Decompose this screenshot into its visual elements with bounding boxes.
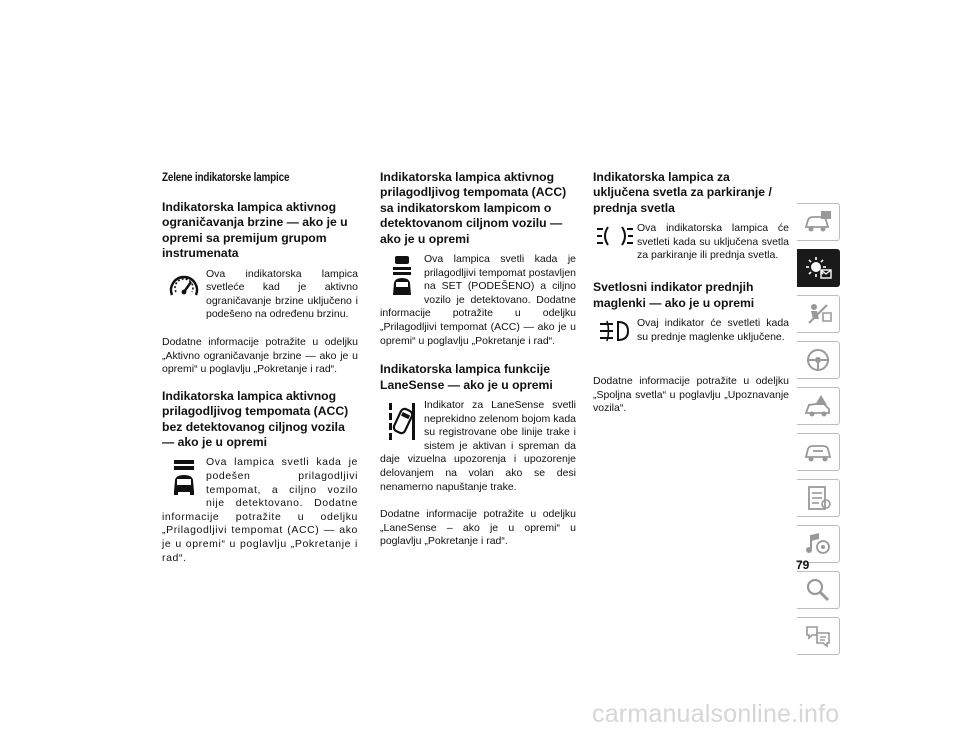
parking-lights-indicator bbox=[593, 222, 789, 274]
acc-target-heading: Indikatorska lampica aktivnog prilagodljivog tempomata (ACC) sa indikatorskom lampicom o detektovanom ciljnom vozilu — ako je u opremi bbox=[380, 170, 567, 246]
acc-no-target-icon bbox=[162, 458, 206, 508]
airbag-safety-icon bbox=[803, 301, 833, 327]
steering-wheel-icon bbox=[803, 347, 833, 373]
front-fog-light-icon bbox=[593, 319, 637, 369]
acc-no-target-heading: Indikatorska lampica aktivnog prilagodljivog tempomata (ACC) bez detektovanog ciljnog vozila — ako je u opremi bbox=[162, 388, 349, 449]
search-index-icon bbox=[803, 577, 833, 603]
speed-limiter-indicator bbox=[162, 268, 358, 330]
fog-light-description: Ovaj indikator će svetleti kada su prednje maglenke uključene. bbox=[637, 317, 789, 343]
page-number: 79 bbox=[796, 558, 810, 572]
speed-limiter-description: Ova indikatorska lampica svetleće kad je aktivno ograničavanje brzine uključeno i podešeno na određenu brzinu. bbox=[206, 267, 358, 321]
chapter-tabs bbox=[797, 203, 841, 663]
car-info-icon bbox=[803, 209, 833, 235]
speed-limiter-reference: Dodatne informacije potražite u odeljku „Aktivno ograničavanje brzine — ako je u opremi“ u poglavlju „Pokretanje i rad“. bbox=[162, 336, 358, 376]
lanesense-reference: Dodatne informacije potražite u odeljku „LaneSense – ako je u opremi“ u poglavlju „Pokretanje i rad“. bbox=[380, 508, 576, 548]
acc-no-target-description: Ova lampica svetli kada je podešen prilagodljivi tempomat, a ciljno vozilo nije detektovano. Dodatne informacije potražite u odeljku „Prilagodljivi tempomat (ACC) — ako je u opremi“ u poglavlju „Pokretanje i rad“. bbox=[162, 456, 358, 564]
lanesense-indicator bbox=[380, 399, 576, 502]
tab-airbag-safety[interactable] bbox=[797, 295, 840, 333]
fog-light-heading: Svetlosni indikator prednjih maglenki — ako je u opremi bbox=[593, 280, 755, 310]
lanesense-heading: Indikatorska lampica funkcije LaneSense — ako je u opremi bbox=[380, 362, 553, 392]
tab-specifications[interactable] bbox=[797, 479, 840, 517]
fog-light-reference: Dodatne informacije potražite u odeljku „Spoljna svetla“ u poglavlju „Upoznavanje vozila“. bbox=[593, 375, 789, 415]
tab-car-info[interactable] bbox=[797, 203, 840, 241]
lanesense-icon bbox=[380, 401, 424, 451]
tab-steering[interactable] bbox=[797, 341, 840, 379]
acc-no-target-indicator bbox=[162, 456, 358, 573]
tab-dashboard-lights[interactable] bbox=[797, 249, 840, 287]
tab-index[interactable] bbox=[797, 571, 840, 609]
watermark: carmanualsonline.info bbox=[592, 700, 840, 728]
column-2 bbox=[380, 170, 576, 557]
parking-lights-icon bbox=[593, 224, 637, 274]
specifications-list-icon bbox=[803, 485, 833, 511]
column-1 bbox=[162, 170, 358, 579]
acc-target-indicator bbox=[380, 253, 576, 356]
speed-limiter-heading: Indikatorska lampica aktivnog ograničavanja brzine — ako je u opremi sa premijum grupom instrumenata bbox=[162, 200, 348, 261]
languages-icon bbox=[803, 623, 833, 649]
multimedia-icon bbox=[803, 531, 833, 557]
dashboard-lights-icon bbox=[803, 255, 833, 281]
tab-service[interactable] bbox=[797, 433, 840, 471]
fog-light-indicator bbox=[593, 317, 789, 369]
emergency-car-icon bbox=[803, 393, 833, 419]
lanesense-description: Indikator za LaneSense svetli neprekidno zelenom bojom kada su registrovane obe linije trake i sistem je aktivan i spreman da daje vizuelna upozorenja i upozorenje delovanjem na volan ako se desi nenamerno napuštanje trake. bbox=[380, 399, 576, 493]
tab-emergency[interactable] bbox=[797, 387, 840, 425]
parking-lights-description: Ova indikatorska lampica će svetleti kada su uključena svetla za parkiranje ili prednja svetla. bbox=[637, 222, 789, 262]
speed-limiter-icon bbox=[162, 270, 206, 320]
parking-lights-heading: Indikatorska lampica za uključena svetla za parkiranje / prednja svetla bbox=[593, 170, 772, 215]
tab-languages[interactable] bbox=[797, 617, 840, 655]
section-label: Zelene indikatorske lampice bbox=[162, 172, 290, 184]
acc-target-detected-icon bbox=[380, 255, 424, 305]
column-3 bbox=[593, 170, 789, 424]
service-car-icon bbox=[803, 439, 833, 465]
acc-target-description: Ova lampica svetli kada je prilagodljivi tempomat postavljen na SET (PODEŠENO) a ciljno vozilo je detektovano. Dodatne informacije potražite u odeljku „Prilagodljivi tempomat (ACC) — ako je u opremi“ u poglavlju „Pokretanje i rad“. bbox=[380, 253, 576, 347]
